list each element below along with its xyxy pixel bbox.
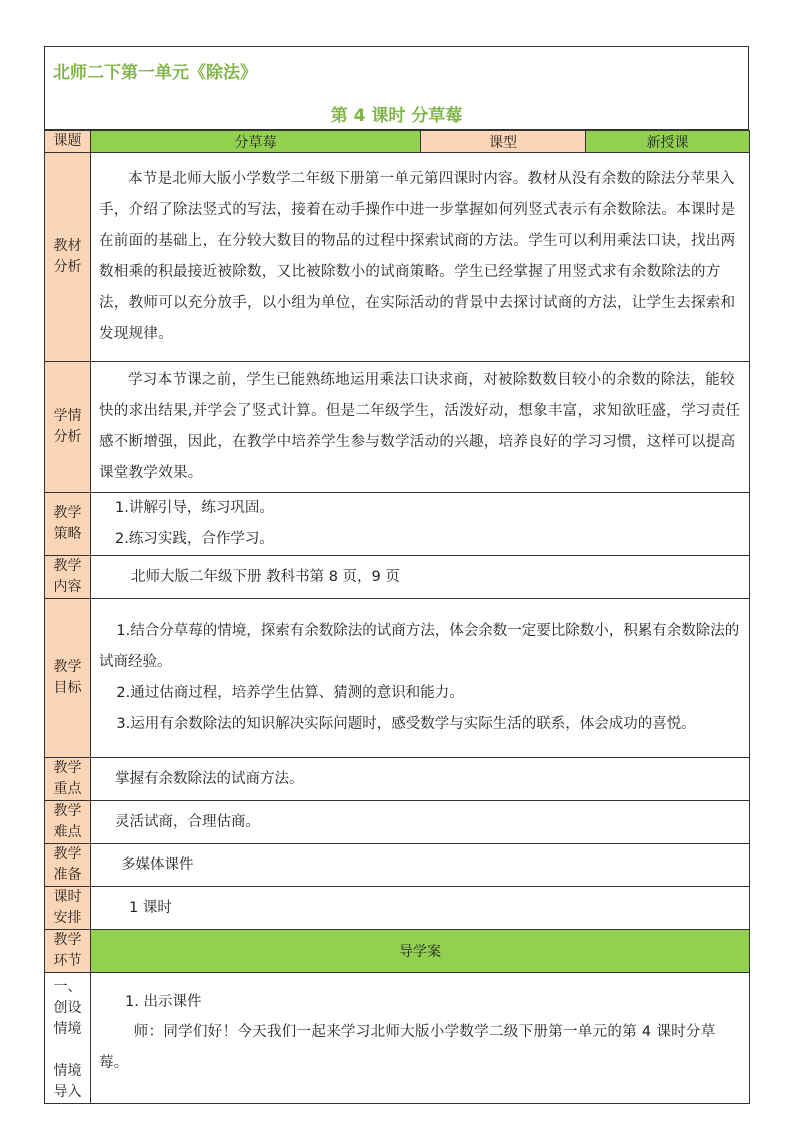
textbook-analysis-cell [91,153,750,362]
label-line: 教学 [53,803,82,819]
lesson-plan-sheet [44,46,749,1104]
label-line: 教学 [53,659,82,675]
topic-value: 分草莓 [91,131,421,153]
label-line: 分析 [53,259,82,275]
difficulty-cell [91,801,750,844]
student-analysis-label [45,362,91,493]
preparation-label [45,844,91,887]
label-line: 教学 [53,932,82,948]
student-analysis-cell [91,362,750,493]
label-line: 创设 [53,1000,82,1016]
content-label [45,556,91,599]
key-point-cell [91,758,750,801]
label-line: 环节 [53,953,82,969]
document-title: 北师二下第一单元《除法》 [53,63,257,83]
section-one-cell [91,973,750,1104]
label-line: 情境 [53,1021,82,1037]
key-point-text: 掌握有余数除法的试商方法。 [115,771,304,787]
student-analysis-row [45,362,750,493]
textbook-analysis-text: 本节是北师大版小学数学二年级下册第一单元第四课时内容。教材从没有余数的除法分苹果入手，介绍了除法竖式的写法，接着在动手操作中进一步掌握如何列竖式表示有余数除法。本课时是在前面的基础上，在分较大数目的物品的过程中探索试商的方法。学生可以利用乘法口诀，找出两数相乘的积最接近被除数，又比被除数小的试商策略。学生已经掌握了用竖式求有余数除法的方法，教师可以充分放手，以小组为单位，在实际活动的背景中去探讨试商的方法，让学生去探索和发现规律。 [99,171,736,342]
textbook-analysis-row [45,153,750,362]
section-one-speech: 师：同学们好！今天我们一起来学习北师大版小学数学二级下册第一单元的第 4 课时分草莓。 [99,1024,716,1071]
schedule-row [45,887,750,930]
label-line: 情境 [53,1063,82,1079]
label-line [45,1040,90,1061]
process-header: 导学案 [91,930,750,973]
label-line: 安排 [53,910,82,926]
goal-item: 3.运用有余数除法的知识解决实际问题时，感受数学与实际生活的联系，体会成功的喜悦。 [116,716,696,732]
strategy-row [45,493,750,556]
section-one-row [45,973,750,1104]
goals-cell [91,599,750,758]
schedule-label [45,887,91,930]
content-row [45,556,750,599]
goals-row [45,599,750,758]
schedule-text: 1 课时 [129,900,172,916]
key-point-row [45,758,750,801]
label-line: 内容 [53,579,82,595]
label-line: 准备 [53,867,82,883]
label-line: 教学 [53,846,82,862]
strategy-item: 1.讲解引导，练习巩固。 [115,500,274,516]
preparation-row [45,844,750,887]
label-line: 教学 [53,505,82,521]
label-line: 教学 [53,760,82,776]
schedule-cell [91,887,750,930]
key-point-label [45,758,91,801]
lesson-type-value: 新授课 [586,131,750,153]
section-one-step: 1. 出示课件 [125,994,202,1010]
lesson-type-label: 课型 [421,131,586,153]
label-line: 重点 [53,781,82,797]
difficulty-label [45,801,91,844]
goals-label [45,599,91,758]
label-line: 教学 [53,558,82,574]
title-box [44,46,749,130]
section-one-label [45,973,91,1104]
student-analysis-text: 学习本节课之前，学生已能熟练地运用乘法口诀求商，对被除数数目较小的余数的除法，能较快的求出结果,并学会了竖式计算。但是二年级学生，活泼好动，想象丰富，求知欲旺盛，学习责任感不断增强，因此，在教学中培养学生参与数学活动的兴趣，培养良好的学习习惯，这样可以提高课堂教学效果。 [99,372,741,481]
goal-item: 1.结合分草莓的情境，探索有余数除法的试商方法，体会余数一定要比除数小，积累有余数除法的试商经验。 [99,623,740,670]
label-line: 策略 [53,526,82,542]
label-line: 一、 [53,979,82,995]
label-line: 导入 [53,1084,82,1100]
lesson-plan-table [44,130,750,1104]
strategy-item: 2.练习实践，合作学习。 [115,531,274,547]
label-line: 目标 [53,680,82,696]
label-line: 学情 [53,408,82,424]
label-line: 课时 [53,889,82,905]
label-line: 难点 [53,824,82,840]
difficulty-row [45,801,750,844]
process-label [45,930,91,973]
preparation-text: 多媒体课件 [121,857,194,873]
strategy-label [45,493,91,556]
preparation-cell [91,844,750,887]
label-line: 分析 [53,429,82,445]
lesson-title: 第 4 课时 分草莓 [330,106,463,126]
textbook-analysis-label [45,153,91,362]
label-line: 教材 [53,238,82,254]
difficulty-text: 灵活试商，合理估商。 [115,814,260,830]
strategy-cell [91,493,750,556]
goal-item: 2.通过估商过程，培养学生估算、猜测的意识和能力。 [116,685,464,701]
topic-label: 课题 [45,131,91,153]
process-row [45,930,750,973]
topic-row [45,131,750,153]
content-cell [91,556,750,599]
content-text: 北师大版二年级下册 教科书第 8 页，9 页 [131,569,400,585]
